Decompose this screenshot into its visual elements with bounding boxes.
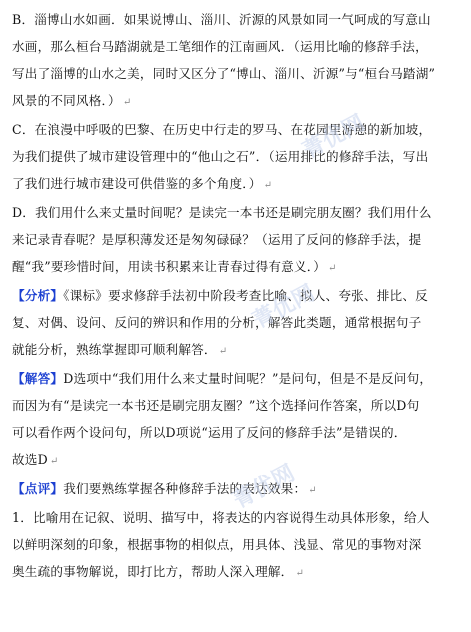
comment-line-2: 1．比喻用在记叙、说明、描写中，将表达的内容说得生动具体形象，给人 [12,510,430,525]
option-c-line-2: 为我们提供了城市建设管理中的“他山之石”．（运用排比的修辞手法，写出 [12,149,429,164]
option-d-line-3: 醒“我”要珍惜时间，用读书积累来让青春过得有意义．） [12,259,327,274]
paragraph-mark-icon: ↵ [263,180,273,191]
option-d-paragraph [12,199,459,282]
comment-line-4: 奥生疏的事物解说，即打比方，帮助人深入理解． [12,564,294,579]
paragraph-mark-icon: ↵ [218,346,228,357]
paragraph-mark-icon: ↵ [295,568,305,579]
watermark-logo: 菁优网 [228,460,299,514]
option-b-paragraph [12,6,459,116]
analysis-paragraph [12,282,459,365]
paragraph-mark-icon: ↵ [308,485,317,496]
paragraph-mark-icon: ↵ [122,97,132,108]
comment-line-1: 我们要熟练掌握各种修辞手法的表达效果： [63,481,307,496]
answer-line-2: 而因为有“是读完一本书还是刷完朋友圈？”这个选择问作答案，所以D句 [12,398,420,413]
comment-line-3: 以鲜明深刻的印象，根据事物的相似点，用具体、浅显、常见的事物对深 [12,537,422,552]
comment-tag: 【点评】 [12,481,64,496]
option-c-line-3: 了我们进行城市建设可供借鉴的多个角度．） [12,176,262,191]
answer-line-1: D选项中“我们用什么来丈量时间呢？”是问句，但是不是反问句， [63,371,433,386]
watermark-logo: 菁优网 [248,280,319,334]
watermark-logo: 菁优网 [298,110,369,164]
paragraph-mark-icon: ↵ [49,456,59,467]
answer-paragraph [12,365,459,475]
option-c-paragraph [12,116,459,199]
analysis-line-1: 《课标》要求修辞手法初中阶段考查比喻、拟人、夸张、排比、反 [63,288,428,303]
option-d-line-2: 来记录青春呢？是厚积薄发还是匆匆碌碌？（运用了反问的修辞手法，提 [12,232,422,247]
answer-line-4: 故选D [12,452,48,467]
option-b-line-3: 写出了淄博的山水之美，同时又区分了“博山、淄川、沂源”与“桓台马踏湖” [12,66,436,81]
option-b-line-4: 风景的不同风格．） [12,93,121,108]
answer-line-3: 可以看作两个设问句，所以D项说“运用了反问的修辞手法”是错误的． [12,425,407,440]
option-b-line-2: 水画，那么桓台马踏湖就是工笔细作的江南画风．（运用比喻的修辞手法， [12,39,428,54]
analysis-tag: 【分析】 [12,288,64,303]
option-d-line-1: D．我们用什么来丈量时间呢？是读完一本书还是刷完朋友圈？我们用什么 [12,205,432,220]
analysis-line-2: 复、对偶、设问、反问的辨识和作用的分析，解答此类题，通常根据句子 [12,315,422,330]
comment-paragraph [12,475,459,587]
option-c-line-1: C．在浪漫中呼吸的巴黎、在历史中行走的罗马、在花园里游憩的新加坡， [12,122,432,137]
answer-tag: 【解答】 [12,371,64,386]
paragraph-mark-icon: ↵ [328,263,337,274]
analysis-line-3: 就能分析，熟练掌握即可顺利解答． [12,342,217,357]
option-b-line-1: B．淄博山水如画．如果说博山、淄川、沂源的风景如同一气呵成的写意山 [12,12,431,27]
